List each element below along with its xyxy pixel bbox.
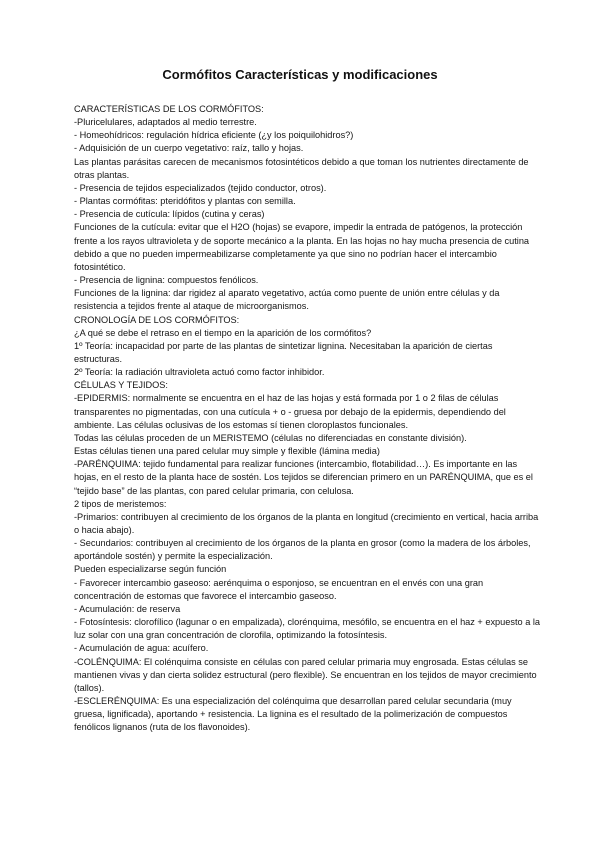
paragraph: -PARÉNQUIMA: tejido fundamental para realizar funciones (intercambio, flotabilidad…). Es importante en las hojas, en el resto de la planta hace de sostén. Los tejidos se diferencian primero en un PARÉNQUIMA, que es el “tejido base” de las plantas, con pared celular primaria, con celulosa. <box>74 459 533 496</box>
paragraph: Pueden especializarse según función <box>74 564 227 575</box>
paragraph: Funciones de la lignina: dar rigidez al aparato vegetativo, actúa como puente de unión entre células y da resistencia a tejidos frente al ataque de microorganismos. <box>74 288 500 312</box>
paragraph: - Homeohídricos: regulación hídrica eficiente (¿y los poiquilohidros?) <box>74 130 354 141</box>
paragraph: CARACTERÍSTICAS DE LOS CORMÓFITOS: <box>74 104 264 114</box>
paragraph: - Adquisición de un cuerpo vegetativo: raíz, tallo y hojas. <box>74 143 304 154</box>
paragraph: Estas células tienen una pared celular muy simple y flexible (lámina media) <box>74 446 380 457</box>
document-body <box>74 103 540 735</box>
paragraph: ¿A qué se debe el retraso en el tiempo en la aparición de los cormófitos? <box>74 327 372 338</box>
document-title: Cormófitos Características y modificaciones <box>162 67 438 82</box>
paragraph: - Presencia de cutícula: lípidos (cutina y ceras) <box>74 209 265 220</box>
paragraph: Funciones de la cutícula: evitar que el H2O (hojas) se evapore, impedir la entrada de patógenos, la protección frente a los rayos ultravioleta y de soporte mecánico a la planta. En las hojas no hay mucha presencia de cutina debido a que no pueden impermeabilizarse completamente ya que sino no podrían hacer el intercambio fotosintético. <box>74 222 530 272</box>
paragraph: - Fotosíntesis: clorofílico (lagunar o en empalizada), clorénquima, mesófilo, se encuentra en el haz + expuesto a la luz solar con una gran concentración de clorofila, optimizando la fotosíntesis. <box>74 617 541 641</box>
paragraph: - Secundarios: contribuyen al crecimiento de los órganos de la planta en grosor (como la madera de los árboles, aportándole sostén) y permite la especialización. <box>74 538 531 562</box>
paragraph: -COLÉNQUIMA: El colénquima consiste en células con pared celular primaria muy engrosada. Estas células se mantienen vivas y dan cierta solidez estructural (pero flexible). Se encuentran en los tejidos de mayor crecimiento (tallos). <box>74 656 537 693</box>
paragraph: 2º Teoría: la radiación ultravioleta actuó como factor inhibidor. <box>74 367 325 378</box>
paragraph: 1º Teoría: incapacidad por parte de las plantas de sintetizar lignina. Necesitaban la aparición de ciertas estructuras. <box>74 340 493 364</box>
paragraph: - Presencia de tejidos especializados (tejido conductor, otros). <box>74 182 327 193</box>
paragraph: - Acumulación de agua: acuífero. <box>74 643 209 654</box>
paragraph: - Plantas cormófitas: pteridófitos y plantas con semilla. <box>74 196 296 207</box>
paragraph: Todas las células proceden de un MERISTEMO (células no diferenciadas en constante división). <box>74 432 467 443</box>
paragraph: - Favorecer intercambio gaseoso: aerénquima o esponjoso, se encuentran en el envés con una gran concentración de estomas que favorece el intercambio gaseoso. <box>74 577 484 601</box>
paragraph: -Pluricelulares, adaptados al medio terrestre. <box>74 117 257 128</box>
paragraph: 2 tipos de meristemos: <box>74 498 167 509</box>
paragraph: -EPIDERMIS: normalmente se encuentra en el haz de las hojas y está formada por 1 o 2 filas de células transparentes no pigmentadas, con una cutícula + o - gruesa por debajo de la epidermis, dependiendo del ambiente. Las células oclusivas de los estomas sí tienen cloroplastos funcionales. <box>74 393 506 430</box>
paragraph: CÉLULAS Y TEJIDOS: <box>74 380 168 391</box>
paragraph: -ESCLERÉNQUIMA: Es una especialización del colénquima que desarrollan pared celular secundaria (muy gruesa, lignificada), aportando + resistencia. La lignina es el resultado de la polimerización de compuestos fenólicos lignanos (ruta de los flavonoides). <box>74 696 512 733</box>
paragraph: Las plantas parásitas carecen de mecanismos fotosintéticos debido a que toman los nutrientes directamente de otras plantas. <box>74 156 529 180</box>
paragraph: - Acumulación: de reserva <box>74 603 181 614</box>
paragraph: CRONOLOGÍA DE LOS CORMÓFITOS: <box>74 314 240 325</box>
paragraph: - Presencia de lignina: compuestos fenólicos. <box>74 275 259 286</box>
paragraph: -Primarios: contribuyen al crecimiento de los órganos de la planta en longitud (crecimiento en vertical, hacia arriba o hacia abajo). <box>74 511 539 535</box>
